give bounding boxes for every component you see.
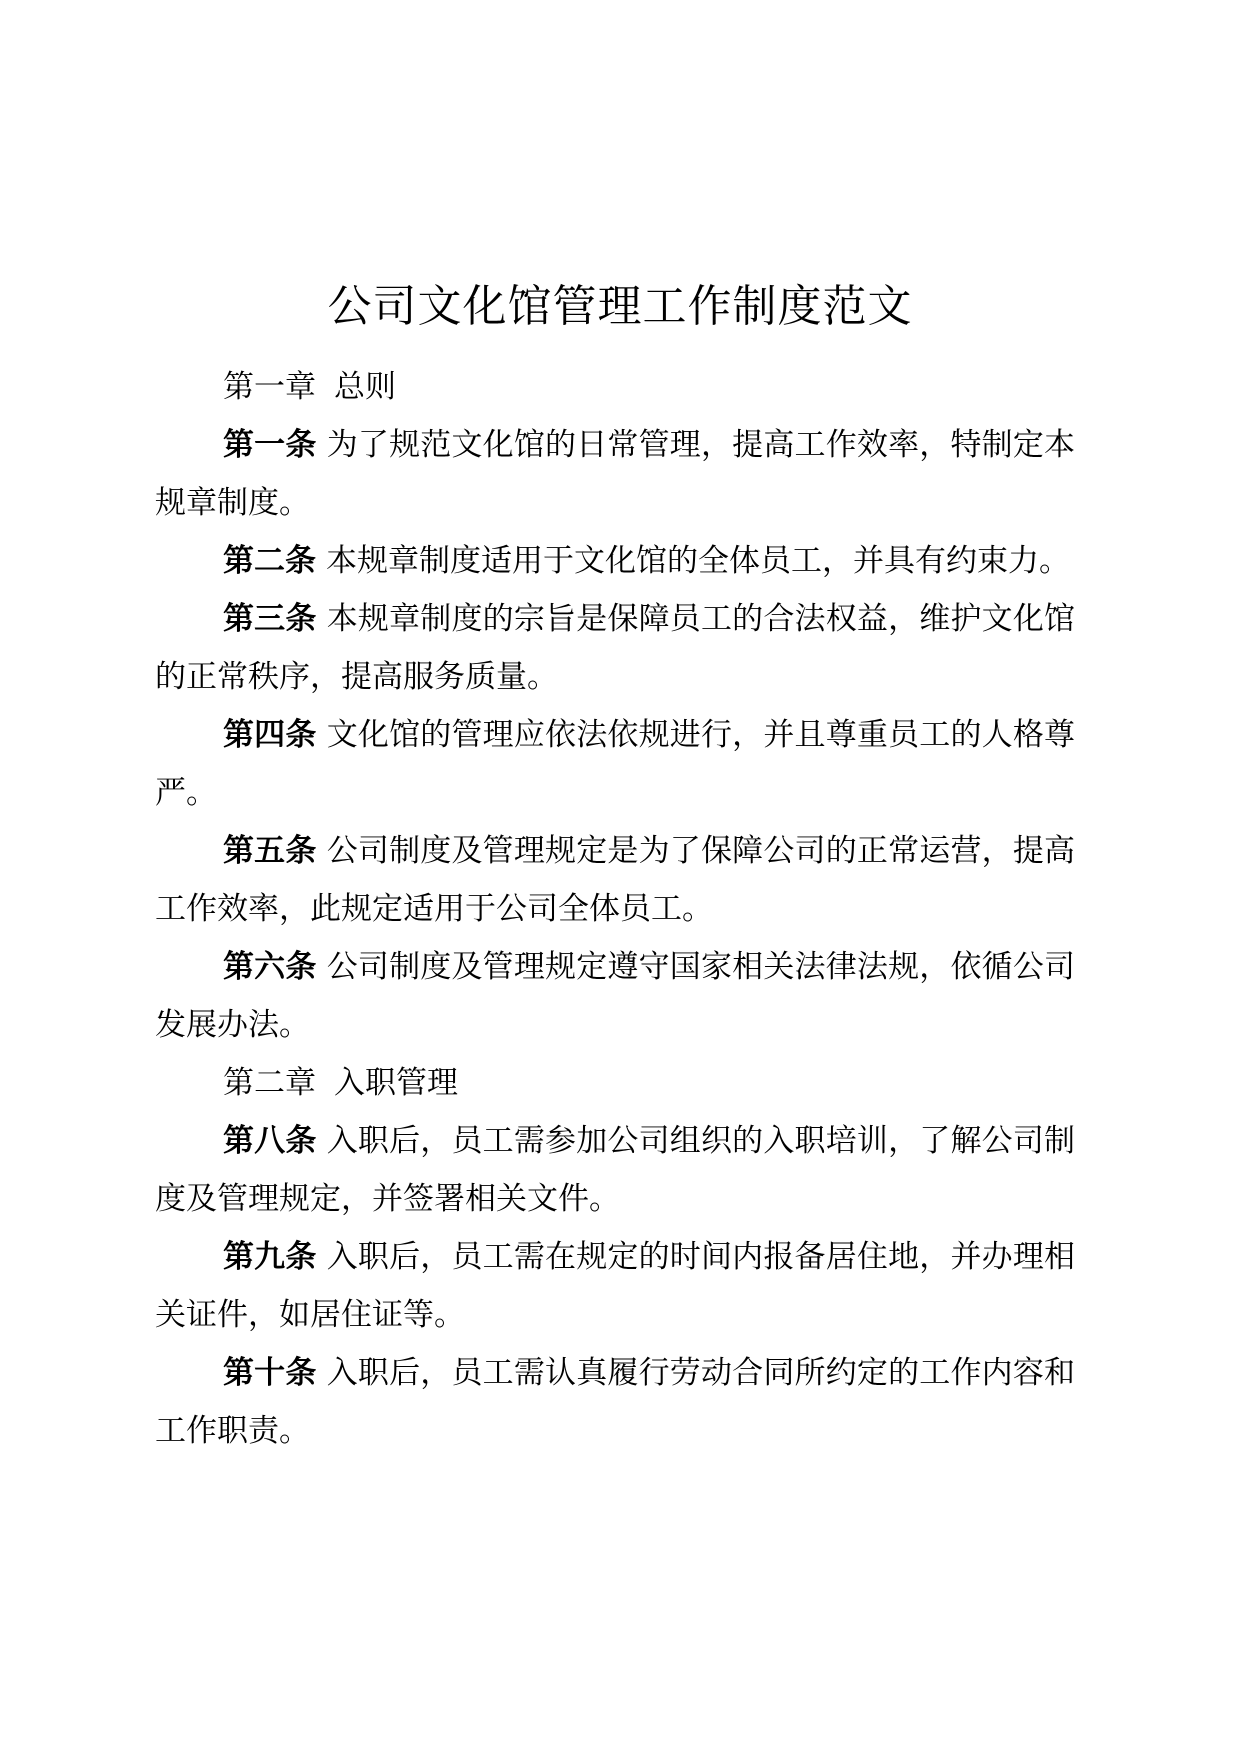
article-paragraph [155, 416, 1075, 532]
chapter-name: 总则 [334, 369, 396, 405]
chapter-heading [155, 1054, 1075, 1112]
article-text: 入职后，员工需参加公司组织的入职培训，了解公司制度及管理规定，并签署相关文件。 [155, 1123, 1076, 1217]
article-label: 第五条 [223, 833, 317, 869]
article-label: 第六条 [223, 949, 317, 985]
article-paragraph [155, 1344, 1075, 1460]
article-label: 第十条 [223, 1355, 317, 1391]
chapter-number: 第一章 [223, 369, 316, 405]
article-text: 公司制度及管理规定是为了保障公司的正常运营，提高工作效率，此规定适用于公司全体员工。 [155, 833, 1076, 927]
article-label: 第八条 [223, 1123, 317, 1159]
article-text: 本规章制度适用于文化馆的全体员工，并具有约束力。 [326, 543, 1070, 579]
article-paragraph [155, 822, 1075, 938]
article-paragraph [155, 1228, 1075, 1344]
chapter-number: 第二章 [223, 1065, 316, 1101]
article-paragraph [155, 590, 1075, 706]
article-text: 文化馆的管理应依法依规进行，并且尊重员工的人格尊严。 [155, 717, 1076, 811]
article-label: 第一条 [223, 427, 317, 463]
chapter-heading [155, 358, 1075, 416]
article-label: 第四条 [223, 717, 317, 753]
chapter-name: 入职管理 [334, 1065, 458, 1101]
article-paragraph [155, 1112, 1075, 1228]
article-label: 第三条 [223, 601, 317, 637]
article-text: 本规章制度的宗旨是保障员工的合法权益，维护文化馆的正常秩序，提高服务质量。 [155, 601, 1076, 695]
document-body [155, 358, 1075, 1460]
article-paragraph [155, 938, 1075, 1054]
article-paragraph [155, 532, 1075, 590]
article-text: 公司制度及管理规定遵守国家相关法律法规，依循公司发展办法。 [155, 949, 1076, 1043]
article-label: 第九条 [223, 1239, 317, 1275]
article-text: 入职后，员工需在规定的时间内报备居住地，并办理相关证件，如居住证等。 [155, 1239, 1076, 1333]
article-paragraph [155, 706, 1075, 822]
article-text: 入职后，员工需认真履行劳动合同所约定的工作内容和工作职责。 [155, 1355, 1076, 1449]
article-text: 为了规范文化馆的日常管理，提高工作效率，特制定本规章制度。 [155, 427, 1076, 521]
document-title: 公司文化馆管理工作制度范文 [327, 281, 913, 332]
article-label: 第二条 [223, 543, 316, 579]
